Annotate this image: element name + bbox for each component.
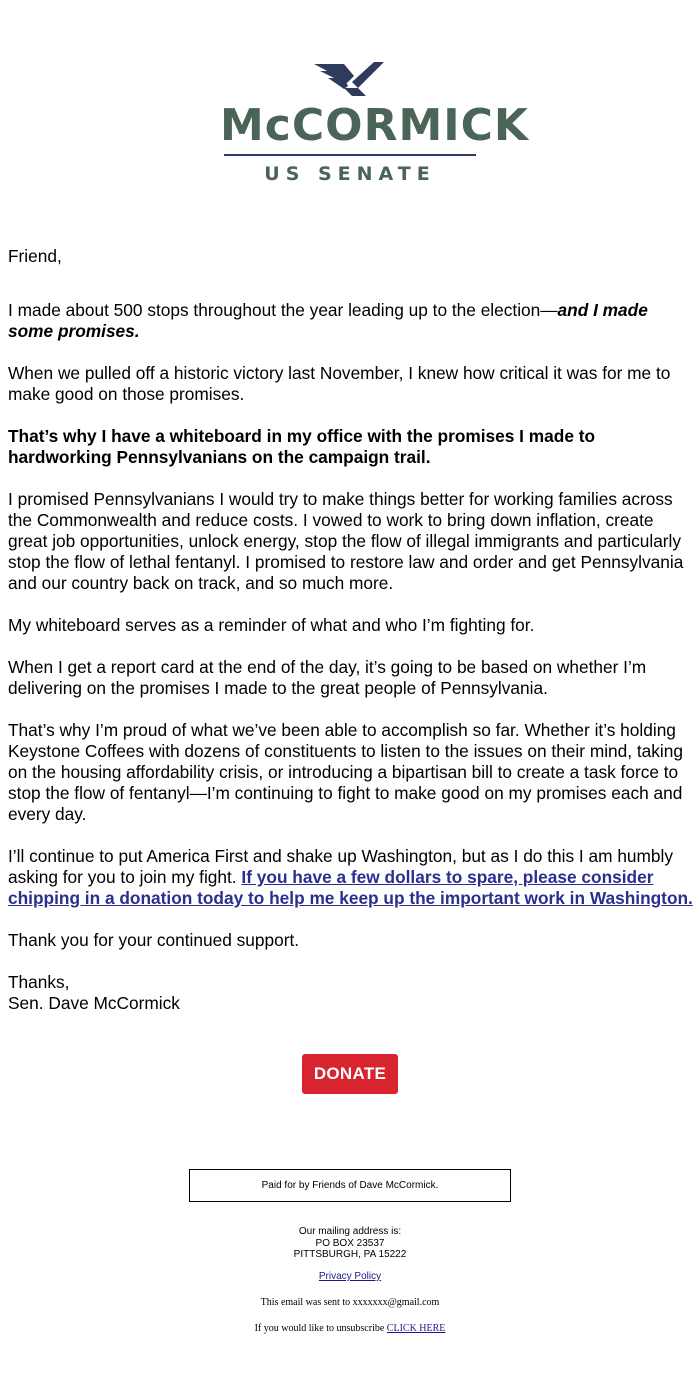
email-body	[8, 246, 696, 1035]
logo-name: McCORMICK	[220, 100, 529, 151]
unsubscribe-block	[150, 1323, 550, 1335]
paid-for-disclaimer: Paid for by Friends of Dave McCormick.	[189, 1169, 511, 1202]
paragraph-ask-text: I’ll continue to put America First and shake up Washington, but as I do this I am humbly asking for you to join my fight.	[8, 846, 674, 887]
paragraph-whiteboard: That’s why I have a whiteboard in my office with the promises I made to hardworking Pennsylvanians on the campaign trail.	[8, 426, 596, 467]
logo-divider	[224, 154, 476, 156]
paragraph-stops	[8, 300, 696, 342]
paragraph-report-card: When I get a report card at the end of the day, it’s going to be based on whether I’m delivering on the promises I made to the great people of Pennsylvania.	[8, 657, 647, 698]
paragraph-promises: I promised Pennsylvanians I would try to make things better for working families across the Commonwealth and reduce costs. I vowed to work to bring down inflation, create great job opportunities, unlock energy, stop the flow of illegal immigrants and particularly stop the flow of lethal fentanyl. I promised to restore law and order and get Pennsylvania and our country back on track, and so much more.	[8, 489, 684, 593]
signoff-block	[8, 972, 696, 1014]
signoff: Thanks,	[8, 972, 70, 992]
address-line-1: PO BOX 23537	[315, 1237, 385, 1249]
eagle-icon	[314, 62, 386, 96]
mailing-label: Our mailing address is:	[298, 1226, 402, 1237]
signature: Sen. Dave McCormick	[8, 993, 180, 1013]
unsubscribe-text: If you would like to unsubscribe	[254, 1323, 387, 1334]
privacy-policy-link[interactable]: Privacy Policy	[318, 1271, 382, 1282]
paragraph-reminder: My whiteboard serves as a reminder of what and who I’m fighting for.	[8, 615, 535, 635]
campaign-logo	[220, 62, 529, 198]
donation-link[interactable]: If you have a few dollars to spare, please consider chipping in a donation today to help me keep up the important work in Washington.	[8, 867, 693, 908]
paragraph-accomplishments: That’s why I’m proud of what we’ve been able to accomplish so far. Whether it’s holding Keystone Coffees with dozens of constituents to listen to the issues on their mind, taking on the housing affordability crisis, or introducing a bipartisan bill to create a task force to stop the flow of fentanyl—I’m continuing to fight to make good on my promises each and every day.	[8, 720, 683, 824]
logo-subtitle: US SENATE	[264, 163, 436, 185]
promises-emphasis: and I made some promises.	[8, 300, 648, 341]
address-line-2: PITTSBURGH, PA 15222	[293, 1249, 407, 1260]
unsubscribe-link[interactable]: CLICK HERE	[386, 1323, 446, 1334]
privacy-block	[150, 1271, 550, 1283]
sent-to-notice: This email was sent to xxxxxxx@gmail.com	[260, 1297, 440, 1308]
paragraph-stops-text: I made about 500 stops throughout the year leading up to the election—	[8, 300, 558, 320]
paragraph-ask	[8, 846, 696, 909]
paragraph-thanks: Thank you for your continued support.	[8, 930, 300, 950]
paragraph-victory: When we pulled off a historic victory last November, I knew how critical it was for me to make good on those promises.	[8, 363, 671, 404]
donate-button[interactable]: DONATE	[302, 1054, 398, 1094]
salutation: Friend,	[8, 246, 62, 266]
mailing-address	[150, 1226, 550, 1261]
